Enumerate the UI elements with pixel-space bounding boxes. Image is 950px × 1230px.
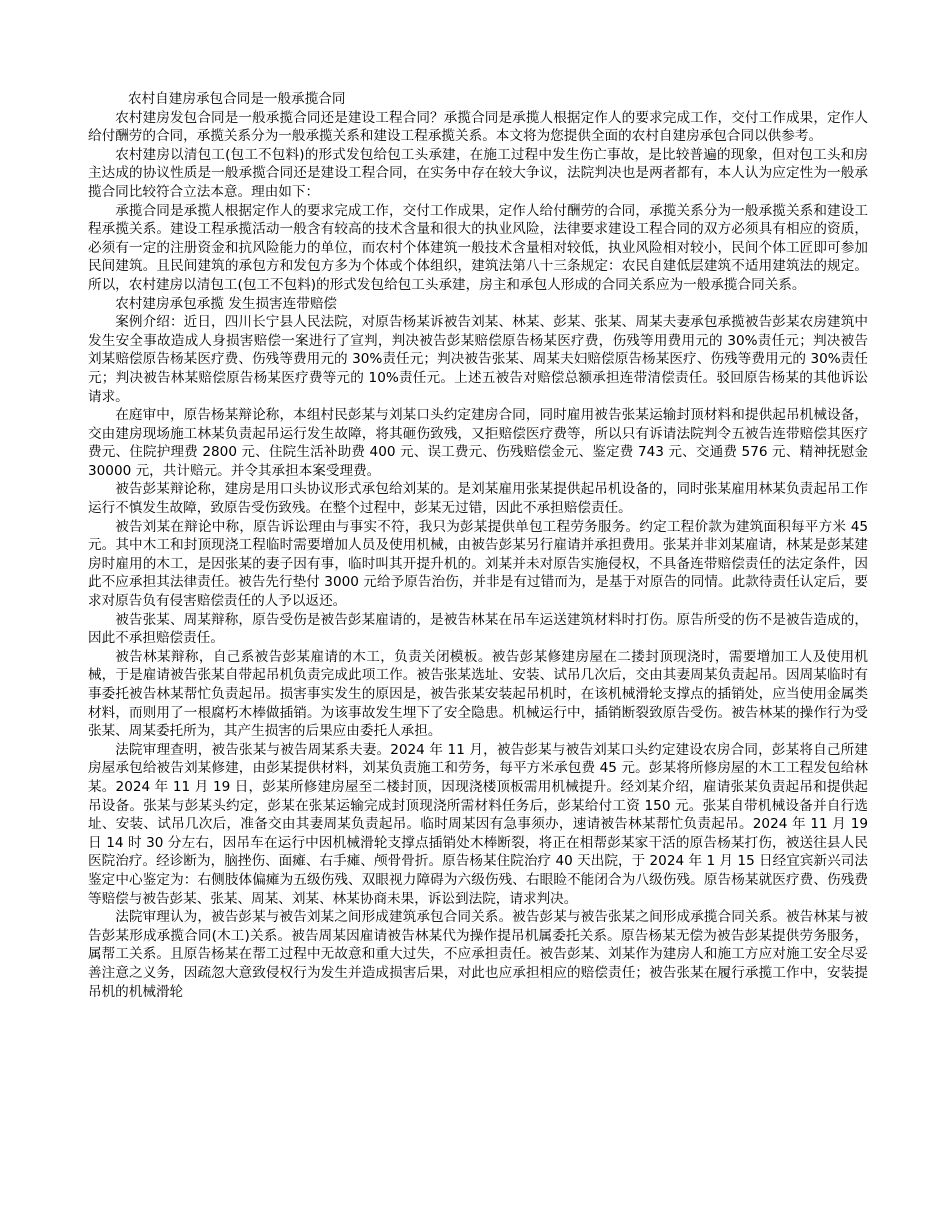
- paragraph-defendant-lin: 被告林某辩称，自己系被告彭某雇请的木工，负责关闭模板。被告彭某修建房屋在二搂封顶现浇时，需要增加工人及使用机械，于是雇请被告张某自带起吊机负责完成此项工作。被告张某选址、安装、试吊几次后，交由其妻周某负责起吊。因周某临时有事委托被告林某帮忙负责起吊。损害事实发生的原因是，被告张某安装起吊机时，在该机械滑轮支撑点的插销处，应当使用金属类材料，而则用了一根腐朽木棒做插销。为该事故发生埋下了安全隐患。机械运行中，插销断裂致原告受伤。被告林某的操作行为受张某、周某委托所为，其产生损害的后果应由委托人承担。: [88, 648, 868, 740]
- paragraph-reasoning: 承揽合同是承揽人根据定作人的要求完成工作，交付工作成果，定作人给付酬劳的合同，承揽关系分为一般承揽关系和建设工程承揽关系。建设工程承揽活动一般含有较高的技术含量和很大的执业风险，法律要求建设工程合同的双方必须具有相应的资质，必须有一定的注册资金和抗风险能力的单位，而农村个体建筑一般技术含量相对较低，执业风险相对较小，民间个体工匠即可参加民间建筑。且民间建筑的承包方和发包方多为个体或个体组织，建筑法第八十三条规定：农民自建低层建筑不适用建筑法的规定。所以，农村建房以清包工(包工不包料)的形式发包给包工头承建，房主和承包人形成的合同关系应为一般承揽合同关系。: [88, 202, 868, 293]
- section-heading: 农村建房承包承揽 发生损害连带赔偿: [115, 295, 338, 312]
- paragraph-court-opinion: 法院审理认为，被告彭某与被告刘某之间形成建筑承包合同关系。被告彭某与被告张某之间形成承揽合同关系。被告林某与被告彭某形成承揽合同(木工)关系。被告周某因雇请被告林某代为操作提吊机属委托关系。原告杨某无偿为被告彭某提供劳务服务，属帮工关系。且原告杨某在帮工过程中无故意和重大过失，不应承担责任。被告彭某、刘某作为建房人和施工方应对施工安全尽妥善注意之义务，因疏忽大意致侵权行为发生并造成损害后果，对此也应承担相应的赔偿责任；被告张某在履行承揽工作中，安装提吊机的机械滑轮: [88, 909, 868, 1000]
- paragraph-background: 农村建房以清包工(包工不包料)的形式发包给包工头承建，在施工过程中发生伤亡事故，是比较普遍的现象，但对包工头和房主达成的协议性质是一般承揽合同还是建设工程合同，在实务中存在较大争议，法院判决也是两者都有，本人认为应定性为一般承揽合同比较符合立法本意。理由如下：: [88, 146, 868, 200]
- document-title: 农村自建房承包合同是一般承揽合同: [128, 91, 346, 107]
- paragraph-court-findings: 法院审理查明，被告张某与被告周某系夫妻。2024 年 11 月，被告彭某与被告刘某口头约定建设农房合同，彭某将自己所建房屋承包给被告刘某修建，由彭某提供材料，刘某负责施工和劳务，每平方米承包费 45 元。彭某将所修房屋的木工工程发包给林某。2024 年 11 月 19 日，彭某所修建房屋至二楼封顶，因现浇楼顶板需用机械提升。经刘某介绍，雇请张某负责起吊和提供起吊设备。张某与彭某头约定，彭某在张某运输完成封顶现浇所需材料任务后，彭某给付工资 150 元。张某自带机械设备并自行选址、安装、试吊几次后，准备交由其妻周某负责起吊。临时周某因有急事须办，速请被告林某帮忙负责起吊。2024 年 11 月 19 日 14 时 30 分左右，因吊车在运行中因机械滑轮支撑点插销处木棒断裂，将正在相帮彭某家干活的原告杨某打伤，被送往县人民医院治疗。经诊断为，脑挫伤、面瘫、右手瘫、颅骨骨折。原告杨某住院治疗 40 天出院，于 2024 年 1 月 15 日经宜宾新兴司法鉴定中心鉴定为：右侧肢体偏瘫为五级伤残、双眼视力障碍为六级伤残、右眼睑不能闭合为八级伤残。原告杨某就医疗费、伤残费等赔偿与被告彭某、张某、周某、刘某、林某协商未果，诉讼到法院，请求判决。: [88, 741, 868, 907]
- paragraph-defendant-peng: 被告彭某辩论称，建房是用口头协议形式承包给刘某的。是刘某雇用张某提供起吊机设备的，同时张某雇用林某负责起吊工作运行不慎发生故障，致原告受伤致残。在整个过程中，彭某无过错，因此不承担赔偿责任。: [88, 481, 868, 517]
- paragraph-defendant-liu: 被告刘某在辩论中称，原告诉讼理由与事实不符，我只为彭某提供单包工程劳务服务。约定工程价款为建筑面积每平方米 45 元。其中木工和封顶现浇工程临时需要增加人员及使用机械，由被告彭某另行雇请并承担费用。张某并非刘某雇请，林某是彭某建房时雇用的木工，是因张某的妻子因有事，临时叫其开提升机的。刘某并未对原告实施侵权，不具备连带赔偿责任的法定条件，因此不应承担其法律责任。被告先行垫付 3000 元给予原告治伤，并非是有过错而为，是基于对原告的同情。此款待责任认定后，要求对原告负有侵害赔偿责任的人予以返还。: [88, 518, 868, 610]
- paragraph-intro: 农村建房发包合同是一般承揽合同还是建设工程合同？承揽合同是承揽人根据定作人的要求完成工作，交付工作成果，定作人给付酬劳的合同，承揽关系分为一般承揽关系和建设工程承揽关系。本文将为您提供全面的农村自建房承包合同以供参考。: [88, 109, 868, 145]
- paragraph-plaintiff-argument: 在庭审中，原告杨某辩论称，本组村民彭某与刘某口头约定建房合同，同时雇用被告张某运输封顶材料和提供起吊机械设备，交由建房现场施工林某负责起吊运行发生故障，将其砸伤致残，又拒赔偿医疗费等，所以只有诉请法院判令五被告连带赔偿其医疗费元、住院护理费 2800 元、住院生活补助费 400 元、误工费元、伤残赔偿金元、鉴定费 743 元、交通费 576 元、精神抚慰金 30000 元，共计赔元。并令其承担本案受理费。: [88, 407, 868, 479]
- paragraph-case-intro: 案例介绍：近日，四川长宁县人民法院，对原告杨某诉被告刘某、林某、彭某、张某、周某夫妻承包承揽被告彭某农房建筑中发生安全事故造成人身损害赔偿一案进行了宣判，判决被告彭某赔偿原告杨某医疗费，伤残等用费用元的 30%责任元；判决被告刘某赔偿原告杨某医疗费、伤残等费用元的 30%责任元；判决被告张某、周某夫妇赔偿原告杨某医疗、伤残等费用元的 30%责任元；判决被告林某赔偿原告杨某医疗费等元的 10%责任元。上述五被告对赔偿总额承担连带清偿责任。驳回原告杨某的其他诉讼请求。: [88, 314, 868, 405]
- paragraph-defendant-zhang-zhou: 被告张某、周某辩称，原告受伤是被告彭某雇请的，是被告林某在吊车运送建筑材料时打伤。原告所受的伤不是被告造成的，因此不承担赔偿责任。: [88, 611, 868, 647]
- document-page: [88, 90, 868, 1001]
